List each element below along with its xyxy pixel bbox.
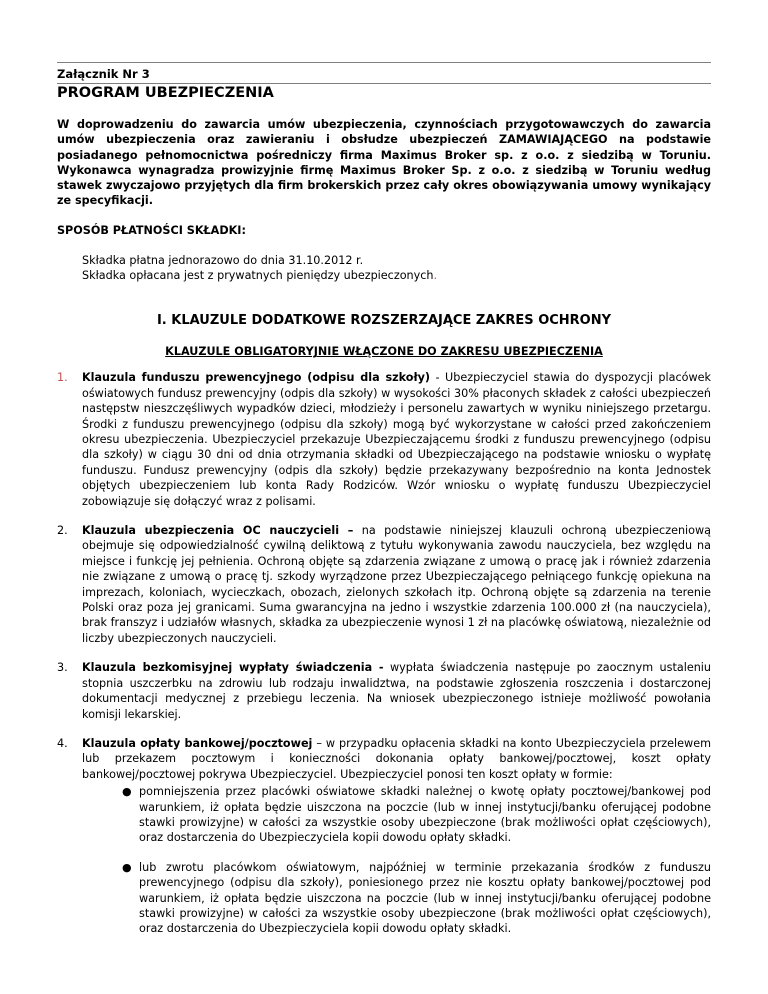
clause-item — [57, 370, 711, 509]
payment-details — [82, 253, 711, 284]
clause-name: Klauzula opłaty bankowej/pocztowej — [82, 736, 313, 750]
list-item — [57, 860, 711, 937]
annex-label: Załącznik Nr 3 — [57, 62, 711, 84]
clause-item — [57, 736, 711, 782]
payment-line-2-text: Składka opłacana jest z prywatnych pieniędzy ubezpieczonych — [82, 269, 434, 283]
bullet-text: lub zwrotu placówkom oświatowym, najpóźniej w terminie przekazania środków z funduszu prewencyjnego (odpisu dla szkoły), poniesionego przez nie kosztu opłaty bankowej/pocztowej pod warunkiem, iż opłata będzie uiszczona na poczcie (lub w innej instytucji/banku oferującej podobne stawki prowizyjne) w całości za wszystkie osoby ubezpieczone (brak możliwości opłat częściowych), oraz dostarczenia do Ubezpieczyciela kopii dowodu opłaty składki. — [139, 860, 711, 936]
payment-line-2-end: . — [433, 269, 438, 283]
clause-text: - Ubezpieczyciel stawia do dyspozycji placówek oświatowych fundusz prewencyjny (odpis dla szkoły) w wysokości 30% płaconych składek z całości ubezpieczeń następstw nieszczęśliwych wypadków dzieci, młodzieży i personelu zawartych w wyniku niniejszego przetargu. Środki z funduszu prewencyjnego (odpisu dla szkoły) mogą być wykorzystane w całości przed zakończeniem okresu ubezpieczenia. Ubezpieczyciel przekazuje Ubezpieczającemu środki z funduszu prewencyjnego (odpisu dla szkoły) w ciągu 30 dni od dnia otrzymania składki od Ubezpieczającego na podstawie wniosku o wypłatę funduszu. Fundusz prewencyjny (odpis dla szkoły) będzie przekazywany bezpośrednio na konta Jednostek objętych ubezpieczeniem lub konta Rady Rodziców. Wzór wniosku o wypłatę funduszu Ubezpieczyciel zobowiązuje się dołączyć wraz z polisami. — [82, 371, 712, 508]
clause-name: Klauzula funduszu prewencyjnego (odpisu dla szkoły) — [82, 371, 431, 385]
intro-paragraph: W doprowadzeniu do zawarcia umów ubezpieczenia, czynnościach przygotowawczych do zawarcia umów ubezpieczenia oraz zawieraniu i obsłudze ubezpieczeń ZAMAWIAJĄCEGO na podstawie posiadanego pełnomocnictwa pośredniczy firma Maximus Broker sp. z o.o. z siedzibą w Toruniu. Wykonawca wynagradza prowizyjnie firmę Maximus Broker Sp. z o.o. z siedzibą w Toruniu według stawek zwyczajowo przyjętych dla firm brokerskich przez cały okres obowiązywania umowy wynikający ze specyfikacji. — [57, 118, 711, 208]
clause-text: na podstawie niniejszej klauzuli ochroną ubezpieczeniową obejmuje się odpowiedzialność cywilną deliktową z tytułu wykonywania zawodu nauczyciela, bez względu na miejsce i funkcję jej pełnienia. Ochroną objęte są zdarzenia związane z umową o pracę jak i również zdarzenia nie związane z umową o pracę tj. szkody wyrządzone przez Ubezpieczającego pełniącego funkcję opiekuna na imprezach, koloniach, wycieczkach, obozach, zielonych szkołach itp. Ochroną objęte są zdarzenia na terenie Polski oraz poza jej granicami. Suma gwarancyjna na jedno i wszystkie zdarzenia 100.000 zł (na nauczyciela), brak franszyz i udziałów własnych, składka za ubezpieczenie wynosi 1 zł na placówkę oświatową, niezależnie od liczby ubezpieczonych nauczycieli. — [82, 524, 711, 645]
clause-text: wypłata świadczenia następuje po zaocznym ustaleniu stopnia uszczerbku na zdrowiu lub rodzaju inwalidztwa, na podstawie zgłoszenia roszczenia i dostarczonej dokumentacji medycznej z przebiegu leczenia. Na wniosek ubezpieczonego istnieje możliwość powołania komisji lekarskiej. — [82, 661, 711, 721]
clause-item — [57, 660, 711, 722]
document-page — [57, 62, 711, 951]
clause-text: – w przypadku opłacenia składki na konto Ubezpieczyciela przelewem lub przekazem pocztowym i konieczności dokonania opłaty bankowej/pocztowej, koszt opłaty bankowej/pocztowej pokrywa Ubezpieczyciel. Ubezpieczyciel ponosi ten koszt opłaty w formie: — [82, 736, 711, 781]
clause-list — [57, 370, 711, 936]
clause-number: 4. — [57, 736, 68, 750]
payment-line-1: Składka płatna jednorazowo do dnia 31.10.2012 r. — [82, 253, 364, 267]
clause-number: 1. — [57, 371, 68, 385]
bullet-icon: ● — [122, 785, 132, 799]
clause-number: 3. — [57, 661, 68, 675]
bullet-icon: ● — [122, 860, 132, 874]
section-title: I. KLAUZULE DODATKOWE ROZSZERZAJĄCE ZAKRES OCHRONY — [156, 313, 612, 329]
bullet-text: pomniejszenia przez placówki oświatowe składki należnej o kwotę opłaty pocztowej/bankowej pod warunkiem, iż opłata będzie uiszczona na poczcie (lub w innej instytucji/banku oferującej podobne stawki prowizyjne) w całości za wszystkie osoby ubezpieczone (brak możliwości opłat częściowych), oraz dostarczenia do Ubezpieczyciela kopii dowodu opłaty składki. — [139, 785, 711, 845]
payment-form-list — [57, 784, 711, 937]
payment-line-2 — [82, 268, 711, 283]
program-title: PROGRAM UBEZPIECZENIA — [57, 85, 274, 101]
clause-item — [57, 523, 711, 646]
clause-name: Klauzula ubezpieczenia OC nauczycieli – — [82, 524, 354, 538]
clause-number: 2. — [57, 524, 68, 538]
list-item — [57, 784, 711, 846]
subsection-title: KLAUZULE OBLIGATORYJNIE WŁĄCZONE DO ZAKRESU UBEZPIECZENIA — [165, 345, 603, 359]
payment-heading: SPOSÓB PŁATNOŚCI SKŁADKI: — [57, 223, 246, 237]
clause-name: Klauzula bezkomisyjnej wypłaty świadczenia - — [82, 661, 384, 675]
